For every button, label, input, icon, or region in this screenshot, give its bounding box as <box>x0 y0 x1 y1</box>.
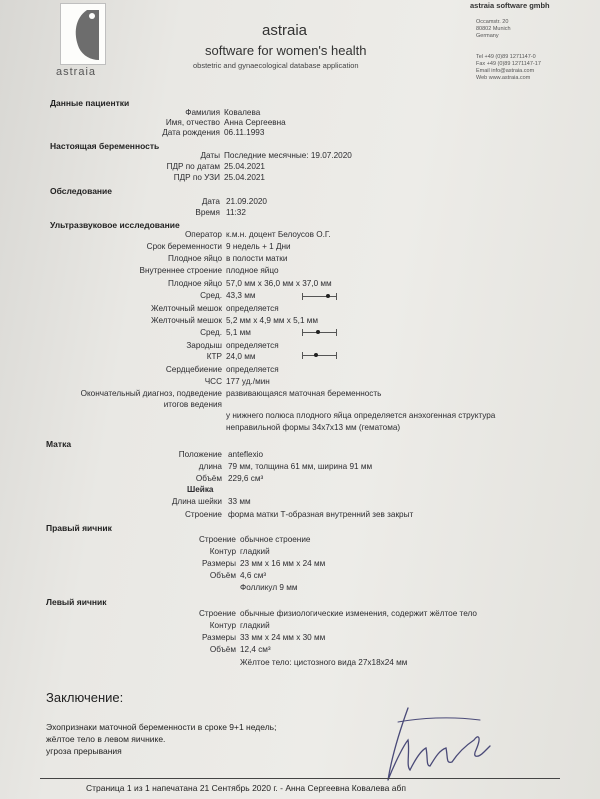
field-label: Зародыш <box>186 341 222 350</box>
conclusion-line: угроза прерывания <box>46 746 122 756</box>
percentile-marker <box>316 330 320 334</box>
conclusion-line: Эхопризнаки маточной беременности в сроке 9+1 недель; <box>46 722 277 732</box>
field-value: 25.04.2021 <box>224 162 265 171</box>
field-value: 11:32 <box>226 208 246 217</box>
field-label: Строение <box>199 535 236 544</box>
contact-line: Web www.astraia.com <box>476 75 531 81</box>
section-title-uterus: Матка <box>46 439 72 449</box>
contact-line: Tel +49 (0)89 1271147-0 <box>476 54 536 60</box>
field-value: 5,2 мм x 4,9 мм x 5,1 мм <box>226 316 319 325</box>
field-value: 9 недель + 1 Дни <box>226 242 291 251</box>
address-line: 80802 Munich <box>476 26 511 32</box>
field-value: 5,1 мм <box>226 328 251 337</box>
field-label: Желточный мешок <box>151 304 222 313</box>
company-name: astraia software gmbh <box>470 1 550 10</box>
field-value: Анна Сергеевна <box>224 118 286 127</box>
field-value: гладкий <box>240 621 270 630</box>
field-label: Объём <box>195 474 222 483</box>
brand-subline: obstetric and gynaecological database application <box>193 61 359 70</box>
field-label: Плодное яйцо <box>168 254 222 263</box>
corpus-luteum-note: Жёлтое тело: цистозного вида 27x18x24 мм <box>240 658 408 667</box>
diagnosis-value: развивающаяся маточная беременность <box>226 389 382 398</box>
section-title-exam: Обследование <box>50 186 113 196</box>
percentile-bar-tick <box>302 352 303 359</box>
diagnosis-label: итогов ведения <box>163 400 222 409</box>
field-label: длина <box>198 462 222 471</box>
brand-tagline: software for women's health <box>205 43 367 58</box>
field-label: Строение <box>185 510 222 519</box>
conclusion-title: Заключение: <box>46 690 124 705</box>
field-value: плодное яйцо <box>226 266 279 275</box>
field-value: Ковалева <box>224 108 261 117</box>
field-value: 06.11.1993 <box>224 128 265 137</box>
section-title-patient: Данные пациентки <box>50 98 130 108</box>
field-value: 79 мм, толщина 61 мм, ширина 91 мм <box>228 462 373 471</box>
field-label: ЧСС <box>204 377 222 386</box>
field-label: Контур <box>209 547 236 556</box>
field-value: anteflexio <box>228 450 264 459</box>
percentile-bar-tick <box>302 293 303 300</box>
conclusion-line: жёлтое тело в левом яичнике. <box>46 734 166 744</box>
field-label: Строение <box>199 609 236 618</box>
field-label: Сред. <box>200 291 222 300</box>
field-label: Фамилия <box>185 108 220 117</box>
field-label: Контур <box>209 621 236 630</box>
section-title-ultrasound: Ультразвуковое исследование <box>50 220 180 230</box>
percentile-bar-tick <box>336 329 337 336</box>
field-value: 33 мм <box>228 497 251 506</box>
field-value: 33 мм x 24 мм x 30 мм <box>240 633 326 642</box>
field-value: 43,3 мм <box>226 291 256 300</box>
field-value: определяется <box>226 304 279 313</box>
field-value: 21.09.2020 <box>226 197 267 206</box>
address-line: Occamstr. 20 <box>476 19 509 25</box>
percentile-bar-tick <box>302 329 303 336</box>
percentile-bar-tick <box>336 293 337 300</box>
logo-wordmark: astraia <box>56 66 97 78</box>
field-value: 25.04.2021 <box>224 173 265 182</box>
percentile-bar-tick <box>336 352 337 359</box>
percentile-bar <box>302 355 336 356</box>
field-label: Срок беременности <box>146 242 222 251</box>
field-label: ПДР по датам <box>166 162 220 171</box>
field-label: Объём <box>209 645 236 654</box>
field-label: Время <box>195 208 220 217</box>
astraia-logo <box>60 3 106 65</box>
field-label: Положение <box>178 450 222 459</box>
handwritten-signature <box>370 700 520 790</box>
section-title-right-ovary: Правый яичник <box>46 523 112 533</box>
percentile-bar <box>302 296 336 297</box>
field-label: Длина шейки <box>171 497 222 506</box>
ultrasound-note: неправильной формы 34x7x13 мм (гематома) <box>226 423 401 432</box>
field-value: обычные физиологические изменения, содержит жёлтое тело <box>240 609 477 618</box>
field-value: гладкий <box>240 547 270 556</box>
field-value: форма матки Т-образная внутренний зев закрыт <box>228 510 414 519</box>
field-label: Объём <box>209 571 236 580</box>
address-line: Germany <box>476 33 499 39</box>
field-value: 57,0 мм x 36,0 мм x 37,0 мм <box>226 279 332 288</box>
footer-divider <box>40 778 560 779</box>
diagnosis-label: Окончательный диагноз, подведение <box>80 389 222 398</box>
section-title-pregnancy: Настоящая беременность <box>50 141 160 151</box>
contact-line: Email info@astraia.com <box>476 68 535 74</box>
field-label: Размеры <box>201 633 236 642</box>
follicle-note: Фолликул 9 мм <box>240 583 298 592</box>
field-value: определяется <box>226 341 279 350</box>
field-label: Плодное яйцо <box>168 279 222 288</box>
field-label: Желточный мешок <box>151 316 222 325</box>
section-title-left-ovary: Левый яичник <box>46 597 107 607</box>
field-label: Оператор <box>184 230 222 239</box>
field-label: Дата рождения <box>162 128 220 137</box>
field-value: в полости матки <box>226 254 288 263</box>
subsection-title-cervix: Шейка <box>187 485 214 494</box>
brand-name: astraia <box>262 22 308 39</box>
field-label: Дата <box>201 197 220 206</box>
field-label: Внутреннее строение <box>139 266 222 275</box>
field-value: Последние месячные: 19.07.2020 <box>224 151 352 160</box>
ultrasound-note: у нижнего полюса плодного яйца определяется анэхогенная структура <box>226 411 496 420</box>
page-footer: Страница 1 из 1 напечатана 21 Сентябрь 2020 г. - Анна Сергеевна Ковалева абп <box>86 783 406 793</box>
field-value: 24,0 мм <box>226 352 256 361</box>
field-value: обычное строение <box>240 535 311 544</box>
field-label: Сердцебиение <box>165 365 222 374</box>
field-label: КТР <box>206 352 222 361</box>
field-value: определяется <box>226 365 279 374</box>
percentile-marker <box>326 294 330 298</box>
field-label: ПДР по УЗИ <box>173 173 220 182</box>
field-value: 23 мм x 16 мм x 24 мм <box>240 559 326 568</box>
field-value: 229,6 см³ <box>228 474 264 483</box>
field-value: 177 уд./мин <box>226 377 270 386</box>
field-value: 12,4 см³ <box>240 645 271 654</box>
field-label: Размеры <box>201 559 236 568</box>
field-value: 4,6 см³ <box>240 571 267 580</box>
field-label: Сред. <box>200 328 222 337</box>
field-label: Имя, отчество <box>165 118 220 127</box>
field-value: к.м.н. доцент Белоусов О.Г. <box>226 230 331 239</box>
contact-line: Fax +49 (0)89 1271147-17 <box>476 61 541 67</box>
percentile-marker <box>314 353 318 357</box>
field-label: Даты <box>200 151 220 160</box>
